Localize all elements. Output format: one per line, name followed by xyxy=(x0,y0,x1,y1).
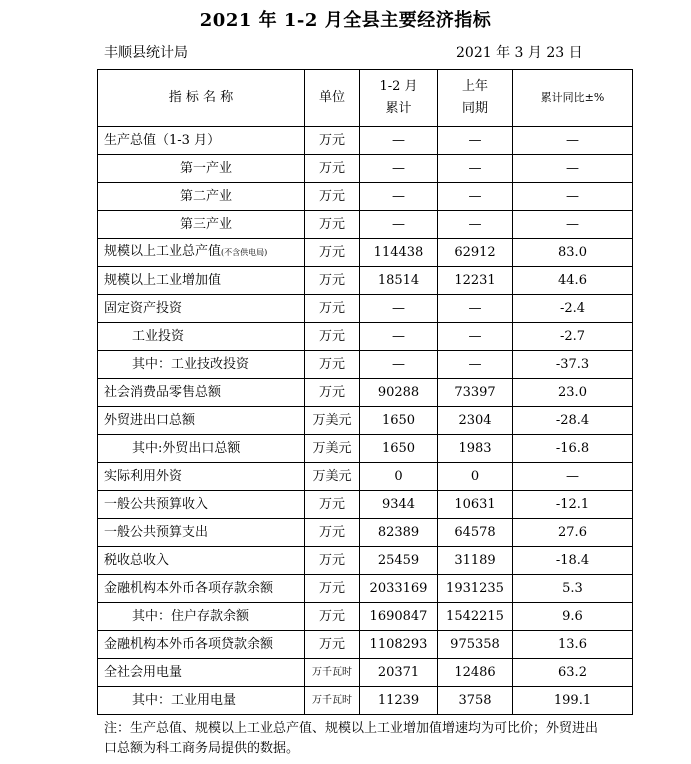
row-current: — xyxy=(360,155,438,183)
row-pct: 27.6 xyxy=(513,519,633,547)
row-unit: 万元 xyxy=(305,211,360,239)
indicators-table xyxy=(97,69,633,715)
row-current: 11239 xyxy=(360,687,438,715)
table-row xyxy=(98,155,633,183)
table-row xyxy=(98,631,633,659)
row-current: 1650 xyxy=(360,435,438,463)
row-name: 规模以上工业增加值 xyxy=(98,267,305,295)
row-name: 社会消费品零售总额 xyxy=(98,379,305,407)
row-unit: 万元 xyxy=(305,127,360,155)
row-name: 第二产业 xyxy=(98,183,305,211)
row-previous: 2304 xyxy=(438,407,513,435)
row-previous: — xyxy=(438,323,513,351)
table-row xyxy=(98,407,633,435)
row-current: — xyxy=(360,351,438,379)
row-current: 1108293 xyxy=(360,631,438,659)
row-previous: 62912 xyxy=(438,239,513,267)
row-previous: 73397 xyxy=(438,379,513,407)
table-row xyxy=(98,267,633,295)
row-name: 实际利用外资 xyxy=(98,463,305,491)
footnote: 注：生产总值、规模以上工业总产值、规模以上工业增加值增速均为可比价；外贸进出口总额为科工商务局提供的数据。 xyxy=(104,721,599,756)
row-pct: — xyxy=(513,463,633,491)
row-pct: -37.3 xyxy=(513,351,633,379)
row-previous: — xyxy=(438,211,513,239)
row-previous: — xyxy=(438,183,513,211)
table-row xyxy=(98,295,633,323)
row-pct: — xyxy=(513,183,633,211)
table-row xyxy=(98,659,633,687)
header-current-line2: 累计 xyxy=(385,101,412,116)
row-pct: 83.0 xyxy=(513,239,633,267)
row-unit: 万美元 xyxy=(305,463,360,491)
row-unit: 万元 xyxy=(305,547,360,575)
table-row xyxy=(98,547,633,575)
table-row xyxy=(98,435,633,463)
row-name: 外贸进出口总额 xyxy=(98,407,305,435)
row-pct: -2.4 xyxy=(513,295,633,323)
row-previous: 64578 xyxy=(438,519,513,547)
table-row xyxy=(98,519,633,547)
row-current: 1650 xyxy=(360,407,438,435)
row-pct: -16.8 xyxy=(513,435,633,463)
table-row xyxy=(98,603,633,631)
table-row xyxy=(98,211,633,239)
row-previous: 1931235 xyxy=(438,575,513,603)
table-row xyxy=(98,351,633,379)
row-unit: 万元 xyxy=(305,519,360,547)
row-previous: 3758 xyxy=(438,687,513,715)
row-current: 1690847 xyxy=(360,603,438,631)
row-pct: — xyxy=(513,211,633,239)
row-pct: -18.4 xyxy=(513,547,633,575)
row-previous: 12231 xyxy=(438,267,513,295)
row-name: 第一产业 xyxy=(98,155,305,183)
row-previous: — xyxy=(438,295,513,323)
row-name: 一般公共预算收入 xyxy=(98,491,305,519)
row-current: — xyxy=(360,183,438,211)
header-indicator-name: 指 标 名 称 xyxy=(98,70,305,127)
row-current: 2033169 xyxy=(360,575,438,603)
row-unit: 万元 xyxy=(305,631,360,659)
row-pct: — xyxy=(513,127,633,155)
row-current: 25459 xyxy=(360,547,438,575)
row-pct: 13.6 xyxy=(513,631,633,659)
row-current: 9344 xyxy=(360,491,438,519)
row-name-note: (不含供电局) xyxy=(221,248,268,257)
row-pct: -12.1 xyxy=(513,491,633,519)
table-row xyxy=(98,687,633,715)
row-name-cell xyxy=(98,239,305,267)
header-previous-line1: 上年 xyxy=(461,79,488,94)
row-previous: 1542215 xyxy=(438,603,513,631)
row-pct: 199.1 xyxy=(513,687,633,715)
row-current: 20371 xyxy=(360,659,438,687)
row-name: 其中：住户存款余额 xyxy=(98,603,305,631)
row-name: 其中：工业用电量 xyxy=(98,687,305,715)
row-name: 一般公共预算支出 xyxy=(98,519,305,547)
row-unit: 万元 xyxy=(305,239,360,267)
row-previous: 975358 xyxy=(438,631,513,659)
header-yoy-change: 累计同比±% xyxy=(513,70,633,127)
row-current: — xyxy=(360,323,438,351)
row-current: 18514 xyxy=(360,267,438,295)
row-unit: 万元 xyxy=(305,267,360,295)
row-unit: 万千瓦时 xyxy=(305,659,360,687)
row-current: 90288 xyxy=(360,379,438,407)
row-previous: — xyxy=(438,155,513,183)
table-row xyxy=(98,239,633,267)
row-previous: 0 xyxy=(438,463,513,491)
header-unit: 单位 xyxy=(305,70,360,127)
table-header-row xyxy=(98,70,633,127)
row-previous: 10631 xyxy=(438,491,513,519)
row-name: 金融机构本外币各项贷款余额 xyxy=(98,631,305,659)
table-row xyxy=(98,127,633,155)
row-current: 0 xyxy=(360,463,438,491)
table-row xyxy=(98,575,633,603)
row-pct: -2.7 xyxy=(513,323,633,351)
row-pct: 63.2 xyxy=(513,659,633,687)
table-row xyxy=(98,491,633,519)
row-unit: 万美元 xyxy=(305,407,360,435)
row-current: — xyxy=(360,211,438,239)
row-unit: 万元 xyxy=(305,603,360,631)
table-row xyxy=(98,323,633,351)
row-pct: 5.3 xyxy=(513,575,633,603)
table-row xyxy=(98,379,633,407)
row-unit: 万元 xyxy=(305,379,360,407)
row-pct: 9.6 xyxy=(513,603,633,631)
document-title: 2021 年 1-2 月全县主要经济指标 xyxy=(199,10,492,31)
header-current-line1: 1-2 月 xyxy=(379,79,418,94)
row-unit: 万元 xyxy=(305,575,360,603)
issuing-organization: 丰顺县统计局 xyxy=(104,45,188,61)
row-pct: 44.6 xyxy=(513,267,633,295)
row-previous: — xyxy=(438,351,513,379)
row-previous: 12486 xyxy=(438,659,513,687)
header-current-cumulative xyxy=(360,70,438,127)
header-previous-period xyxy=(438,70,513,127)
row-name: 工业投资 xyxy=(98,323,305,351)
row-name: 固定资产投资 xyxy=(98,295,305,323)
row-unit: 万千瓦时 xyxy=(305,687,360,715)
report-date: 2021 年 3 月 23 日 xyxy=(456,45,583,61)
row-name: 第三产业 xyxy=(98,211,305,239)
row-name: 全社会用电量 xyxy=(98,659,305,687)
row-name: 其中:外贸出口总额 xyxy=(98,435,305,463)
row-pct: -28.4 xyxy=(513,407,633,435)
row-unit: 万元 xyxy=(305,351,360,379)
row-current: 114438 xyxy=(360,239,438,267)
row-unit: 万元 xyxy=(305,295,360,323)
row-unit: 万元 xyxy=(305,323,360,351)
row-previous: — xyxy=(438,127,513,155)
table-row xyxy=(98,183,633,211)
row-name: 税收总收入 xyxy=(98,547,305,575)
row-unit: 万元 xyxy=(305,155,360,183)
row-current: — xyxy=(360,295,438,323)
row-unit: 万元 xyxy=(305,491,360,519)
row-pct: 23.0 xyxy=(513,379,633,407)
row-current: — xyxy=(360,127,438,155)
row-current: 82389 xyxy=(360,519,438,547)
row-previous: 31189 xyxy=(438,547,513,575)
row-name: 生产总值（1-3 月） xyxy=(98,127,305,155)
table-row xyxy=(98,463,633,491)
row-pct: — xyxy=(513,155,633,183)
row-name: 其中：工业技改投资 xyxy=(98,351,305,379)
header-previous-line2: 同期 xyxy=(461,101,488,116)
row-unit: 万美元 xyxy=(305,435,360,463)
row-unit: 万元 xyxy=(305,183,360,211)
row-name: 规模以上工业总产值 xyxy=(104,244,222,259)
row-name: 金融机构本外币各项存款余额 xyxy=(98,575,305,603)
row-previous: 1983 xyxy=(438,435,513,463)
